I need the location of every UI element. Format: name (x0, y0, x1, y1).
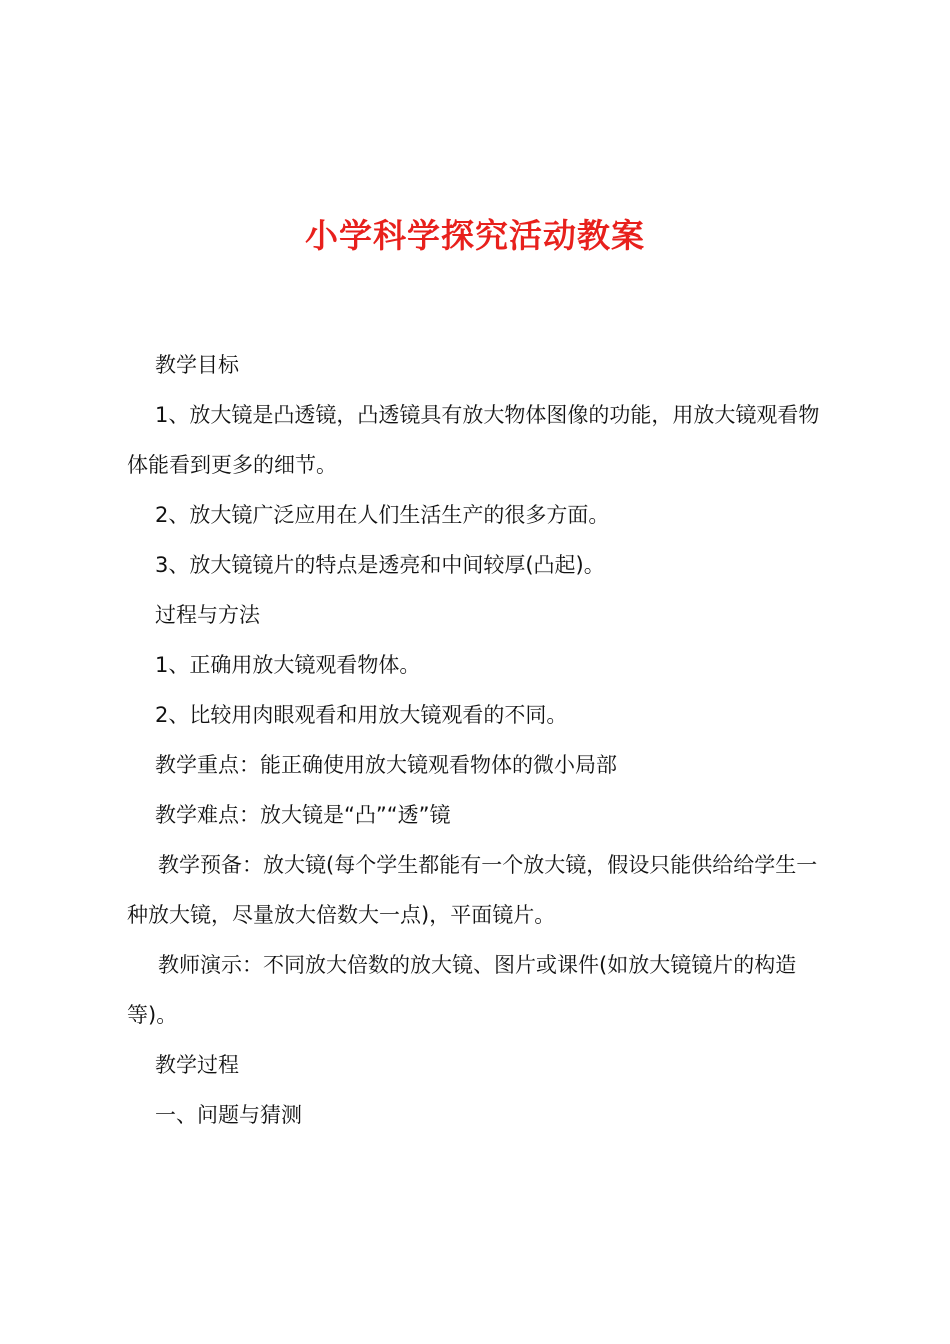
section-heading-process: 过程与方法 (155, 603, 260, 627)
paragraph-preparation: 教学预备：放大镜(每个学生都能有一个放大镜，假设只能供给给学生一种放大镜，尽量放大倍数大一点)，平面镜片。 (127, 853, 818, 927)
paragraph-demonstration: 教师演示：不同放大倍数的放大镜、图片或课件(如放大镜镜片的构造等)。 (127, 953, 797, 1027)
section-heading-objectives: 教学目标 (155, 353, 239, 377)
paragraph-process-2: 2、比较用肉眼观看和用放大镜观看的不同。 (155, 703, 568, 727)
document-body (127, 340, 837, 1140)
paragraph-objective-1: 1、放大镜是凸透镜，凸透镜具有放大物体图像的功能，用放大镜观看物体能看到更多的细节。 (127, 403, 820, 477)
section-heading-question: 一、问题与猜测 (155, 1103, 302, 1127)
section-heading-teaching-process: 教学过程 (155, 1053, 239, 1077)
paragraph-difficulty: 教学难点：放大镜是“凸”“透”镜 (155, 803, 451, 827)
paragraph-objective-2: 2、放大镜广泛应用在人们生活生产的很多方面。 (155, 503, 610, 527)
document-title: 小学科学探究活动教案 (305, 216, 645, 255)
paragraph-key-point: 教学重点：能正确使用放大镜观看物体的微小局部 (155, 753, 617, 777)
paragraph-objective-3: 3、放大镜镜片的特点是透亮和中间较厚(凸起)。 (155, 553, 605, 577)
paragraph-process-1: 1、正确用放大镜观看物体。 (155, 653, 421, 677)
